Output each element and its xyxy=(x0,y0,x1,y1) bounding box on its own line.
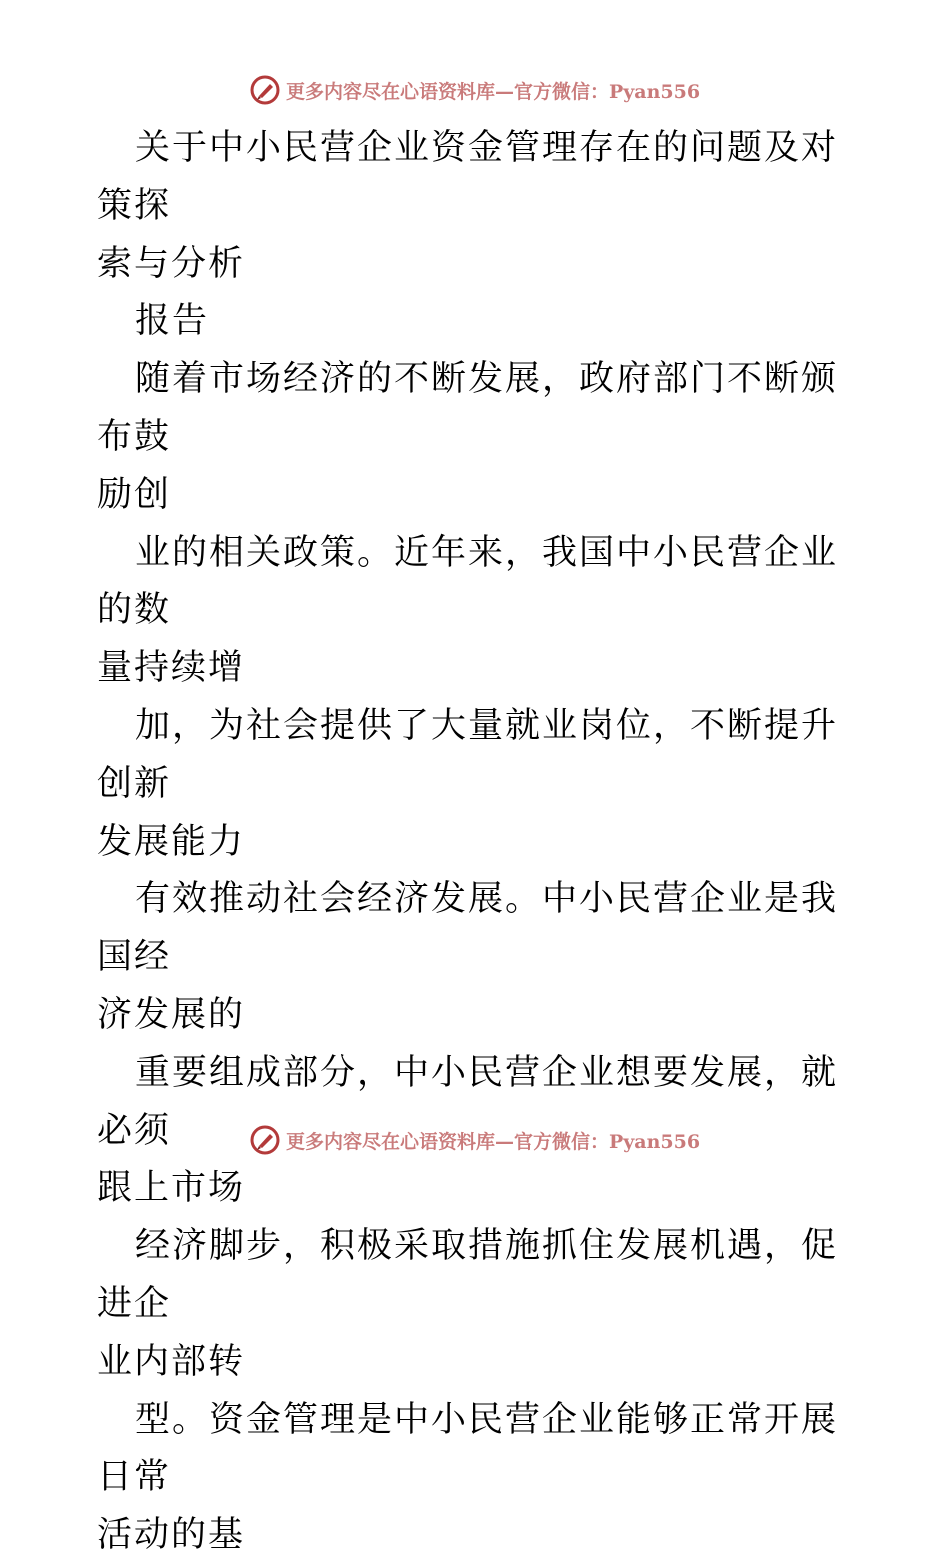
paragraph-line: 经济脚步，积极采取措施抓住发展机遇，促进企 业内部转 xyxy=(97,1226,839,1382)
paragraph-line: 报告 xyxy=(135,301,210,342)
pen-seal-icon xyxy=(250,75,280,105)
paragraph-line: 有效推动社会经济发展。中小民营企业是我国经 济发展的 xyxy=(97,879,839,1035)
paragraph-line: 型。资金管理是中小民营企业能够正常开展日常 活动的基 xyxy=(97,1399,839,1556)
watermark-text: 更多内容尽在心语资料库—官方微信：Pyan556 xyxy=(285,80,701,103)
paragraph-line: 重要组成部分，中小民营企业想要发展，就必须 跟上市场 xyxy=(97,1052,839,1209)
footer-watermark xyxy=(0,1120,950,1160)
paragraph-line: 关于中小民营企业资金管理存在的问题及对策探 索与分析 xyxy=(97,128,839,284)
document-body xyxy=(97,120,857,1565)
paragraph-line: 业的相关政策。近年来，我国中小民营企业的数 量持续增 xyxy=(97,532,839,689)
watermark-text: 更多内容尽在心语资料库—官方微信：Pyan556 xyxy=(285,1130,701,1153)
paragraph-line: 随着市场经济的不断发展，政府部门不断颁布鼓 励创 xyxy=(97,359,839,515)
pen-seal-icon xyxy=(250,1125,280,1155)
paragraph-line: 加，为社会提供了大量就业岗位，不断提升创新 发展能力 xyxy=(97,705,839,862)
header-watermark xyxy=(0,70,950,110)
